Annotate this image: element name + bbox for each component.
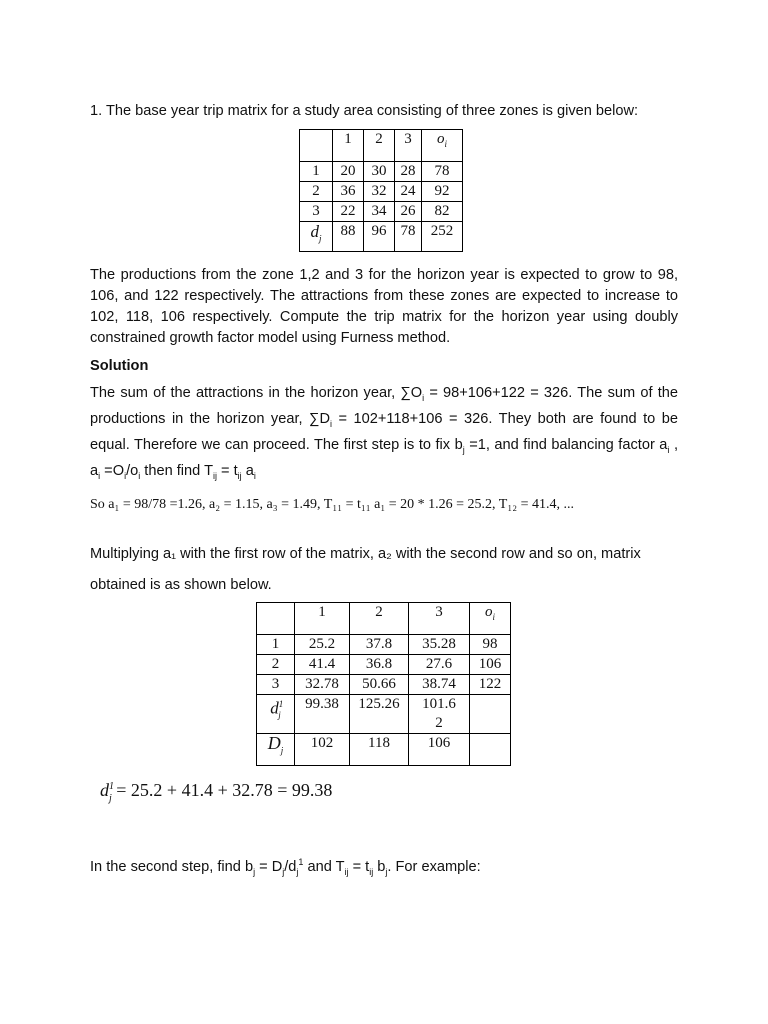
subscript: i <box>422 392 425 403</box>
table1-cell: 96 <box>364 222 395 252</box>
table2-cell: 38.74 <box>409 675 470 695</box>
table2-cell: 125.26 <box>350 695 409 734</box>
table1-cell: 24 <box>395 182 422 202</box>
table1-corner <box>300 130 333 162</box>
subscript: i <box>124 470 127 481</box>
text-run: The sum of the attractions in the horizon year, ∑O <box>90 385 423 401</box>
table1-cell: 26 <box>395 202 422 222</box>
obtained-line: obtained is as shown below. <box>90 577 272 593</box>
table1-cell: 34 <box>364 202 395 222</box>
table2-cell: 122 <box>470 675 511 695</box>
table2-cell: 99.38 <box>295 695 350 734</box>
table2-row-header-Dj: $D_j$ <box>257 734 295 766</box>
table1-cell: 78 <box>395 222 422 252</box>
table1-cell: 36 <box>333 182 364 202</box>
text-run: a <box>241 462 254 479</box>
table2-cell: 35.28 <box>409 635 470 655</box>
table2-col-header-oi: $o_i$ <box>470 603 511 635</box>
solution-heading: Solution <box>90 358 149 374</box>
Dj-subscript: j <box>280 745 284 756</box>
table1-cell: 22 <box>333 202 364 222</box>
subscript: ij <box>212 470 217 481</box>
subscript: j <box>282 866 285 877</box>
table2-cell: 32.78 <box>295 675 350 695</box>
eq-superscript: 1 <box>109 781 114 792</box>
eq-rhs: = 25.2 + 41.4 + 32.78 = 99.38 <box>116 780 333 800</box>
table1-cell: 1 <box>300 162 333 182</box>
superscript: 1 <box>298 857 304 867</box>
table1-cell: 2 <box>300 182 333 202</box>
text-run: =1, and find balancing factor a <box>464 436 668 453</box>
table2-cell: 3 <box>257 675 295 695</box>
table1-cell: 252 <box>422 222 463 252</box>
table-row <box>300 182 463 202</box>
table-row <box>300 222 463 252</box>
subscript: i <box>253 470 256 481</box>
table1-cell: 88 <box>333 222 364 252</box>
table2-cell: 36.8 <box>350 655 409 675</box>
text-run: = 102+118+106 = 326. They both are found to be equal. Therefore we can proceed. The first step is to fix b <box>90 410 678 453</box>
subscript: j <box>385 866 388 877</box>
table2-cell: 101.6 2 <box>409 695 470 734</box>
table2-cell: 1 <box>257 635 295 655</box>
table2-cell <box>470 734 511 766</box>
dj-superscript: 1 <box>278 699 284 709</box>
subscript: ij <box>344 866 349 877</box>
table1-cell: 92 <box>422 182 463 202</box>
eq-lhs: $d^1_j$ <box>100 780 114 804</box>
oi-subscript: i <box>444 139 447 149</box>
subscript: j <box>296 866 299 877</box>
oi-subscript: i <box>492 612 495 622</box>
second-step-line <box>90 852 678 883</box>
table1-cell: 3 <box>300 202 333 222</box>
base-year-trip-matrix <box>299 129 463 252</box>
subscript: i <box>330 418 333 429</box>
table1-col-header: 1 <box>333 130 364 162</box>
subscript: i <box>98 470 101 481</box>
table2-row-header-dj1: $d^1_j$ <box>257 695 295 734</box>
table1-cell: 30 <box>364 162 395 182</box>
table1-cell: 32 <box>364 182 395 202</box>
table2-col-header: 2 <box>350 603 409 635</box>
table2-cell: 2 <box>257 655 295 675</box>
text-run: = t <box>348 858 370 875</box>
text-run: then find T <box>140 462 213 479</box>
text-run: , a <box>90 436 678 479</box>
table1-col-header: 3 <box>395 130 422 162</box>
table2-cell: 106 <box>409 734 470 766</box>
table-row <box>257 695 511 734</box>
table2-col-header: 1 <box>295 603 350 635</box>
subscript: ij <box>369 866 374 877</box>
table1-row-header-dj: $d_j$ <box>300 222 333 252</box>
table1-col-header-oi: $o_i$ <box>422 130 463 162</box>
dj-subscript: j <box>318 233 322 244</box>
table2-cell: 41.4 <box>295 655 350 675</box>
table1-cell: 20 <box>333 162 364 182</box>
text-run: = D <box>255 858 283 875</box>
first-iteration-matrix <box>256 602 511 766</box>
table1-col-header: 2 <box>364 130 395 162</box>
balancing-factor-line: So a₁ = 98/78 =1.26, a₂ = 1.15, a₃ = 1.49, T₁₁ = t₁₁ a₁ = 20 * 1.26 = 25.2, T₁₂ = 41.4, ... <box>90 497 574 512</box>
table-row <box>257 734 511 766</box>
subscript: i <box>138 470 141 481</box>
text-run: In the second step, find b <box>90 858 254 875</box>
table2-cell: 37.8 <box>350 635 409 655</box>
table2-cell: 25.2 <box>295 635 350 655</box>
text-run: /d <box>284 858 297 875</box>
table-row <box>257 675 511 695</box>
table1-cell: 82 <box>422 202 463 222</box>
text-run: = 98+106+122 = 326. The sum of the productions in the horizon year, ∑D <box>90 385 678 427</box>
table-row <box>300 202 463 222</box>
dj-subscript: j <box>278 710 281 721</box>
subscript: i <box>667 444 670 455</box>
subscript: j <box>462 444 465 455</box>
eq-subscript: j <box>109 792 112 804</box>
text-run: /o <box>126 462 139 479</box>
table2-cell: 102 <box>295 734 350 766</box>
table2-cell: 98 <box>470 635 511 655</box>
table2-corner <box>257 603 295 635</box>
table-row <box>257 635 511 655</box>
table-row <box>300 162 463 182</box>
table-row <box>257 655 511 675</box>
table2-col-header: 3 <box>409 603 470 635</box>
table2-cell: 27.6 <box>409 655 470 675</box>
text-run: . For example: <box>387 858 481 875</box>
table1-cell: 78 <box>422 162 463 182</box>
table2-cell <box>470 695 511 734</box>
text-run: and T <box>303 858 345 875</box>
subscript: ij <box>237 470 242 481</box>
text-run: = t <box>216 462 238 479</box>
table2-cell: 106 <box>470 655 511 675</box>
solution-paragraph <box>90 383 678 487</box>
table2-cell: 50.66 <box>350 675 409 695</box>
text-run: =O <box>100 462 125 479</box>
table1-cell: 28 <box>395 162 422 182</box>
problem-statement: The productions from the zone 1,2 and 3 for the horizon year is expected to grow to 98, 106, and 122 respectively. The attractions from these zones are expected to increase to 102, 118, 106 respectively. Compute the trip matrix for the horizon year using doubly constrained growth factor model using Furness method. <box>90 267 678 346</box>
multiplying-line: Multiplying a₁ with the first row of the matrix, a₂ with the second row and so on, matrix <box>90 546 641 562</box>
table2-cell: 118 <box>350 734 409 766</box>
text-run: b <box>373 858 386 875</box>
subscript: j <box>253 866 256 877</box>
dj1-equation <box>100 780 332 804</box>
problem-intro: 1. The base year trip matrix for a study area consisting of three zones is given below: <box>90 103 639 119</box>
